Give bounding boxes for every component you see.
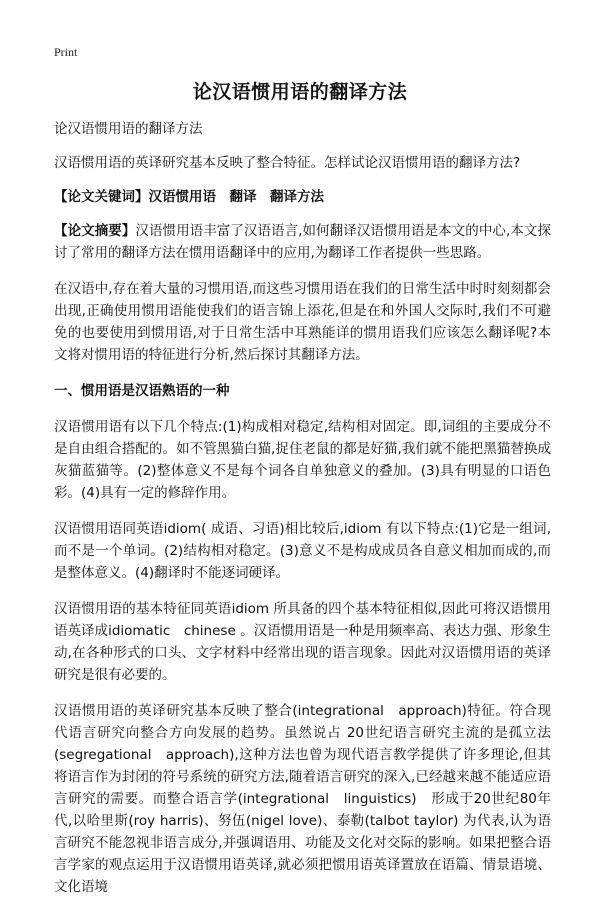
- print-link[interactable]: Print: [54, 45, 78, 59]
- article-body: [54, 118, 551, 912]
- body-paragraph-1: 在汉语中,存在着大量的习惯用语,而这些习惯用语在我们的日常生活中时时刻刻都会出现,正确使用惯用语能使我们的语言锦上添花,但是在和外国人交际时,我们不可避免的也要使用到惯用语,对于日常生活中耳熟能详的惯用语我们应该怎么翻译呢?本文将对惯用语的特征进行分析,然后探讨其翻译方法。: [54, 281, 551, 363]
- page-title: 论汉语惯用语的翻译方法: [192, 81, 408, 103]
- keywords-text: 汉语惯用语 翻译 翻译方法: [148, 189, 324, 205]
- abstract-label: 【论文摘要】: [54, 223, 136, 239]
- keywords-line: [54, 186, 551, 208]
- abstract-paragraph: [54, 220, 551, 264]
- body-paragraph-5: 汉语惯用语的英译研究基本反映了整合(integrational approach)特征。符合现代语言研究向整合方向发展的趋势。虽然说占 20世纪语言研究主流的是孤立法(segregational approach),这种方法也曾为现代语言教学提供了许多理论,但其将语言作为封闭的符号系统的研究方法,随着语言研究的深入,已经越来越不能适应语言研究的需要。而整合语言学(integrational linguistics) 形成于20世纪80年代,以哈里斯(roy harris)、努伍(nigel love)、泰勒(talbot taylor) 为代表,认为语言研究不能忽视非语言成分,并强调语用、功能及文化对交际的影响。如果把整合语言学家的观点运用于汉语惯用语英译,就必须把惯用语英译置放在语篇、情景语境、文化语境: [54, 703, 551, 895]
- article-subtitle: 论汉语惯用语的翻译方法: [54, 121, 203, 137]
- body-paragraph-3: 汉语惯用语同英语idiom( 成语、习语)相比较后,idiom 有以下特点:(1)它是一组词,而不是一个单词。(2)结构相对稳定。(3)意义不是构成成员各自意义相加而成的,而是整体意义。(4)翻译时不能逐词硬译。: [54, 521, 551, 581]
- body-paragraph-4: 汉语惯用语的基本特征同英语idiom 所具备的四个基本特征相似,因此可将汉语惯用语英译成idiomatic chinese 。汉语惯用语是一种是用频率高、表达力强、形象生动,在各种形式的口头、文字材料中经常出现的语言现象。因此对汉语惯用语的英译研究是很有必要的。: [54, 601, 551, 683]
- keywords-label: 【论文关键词】: [54, 189, 149, 205]
- body-paragraph-2: 汉语惯用语有以下几个特点:(1)构成相对稳定,结构相对固定。即,词组的主要成分不是自由组合搭配的。如不管黑猫白猫,捉住老鼠的都是好猫,我们就不能把黑猫替换成灰猫蓝猫等。(2)整体意义不是每个词各自单独意义的叠加。(3)具有明显的口语色彩。(4)具有一定的修辞作用。: [54, 419, 551, 501]
- abstract-text: 汉语惯用语丰富了汉语语言,如何翻译汉语惯用语是本文的中心,本文探讨了常用的翻译方法在惯用语翻译中的应用,为翻译工作者提供一些思路。: [54, 223, 551, 261]
- section-heading-1: 一、惯用语是汉语熟语的一种: [54, 383, 230, 399]
- article-intro: 汉语惯用语的英译研究基本反映了整合特征。怎样试论汉语惯用语的翻译方法?: [54, 155, 521, 171]
